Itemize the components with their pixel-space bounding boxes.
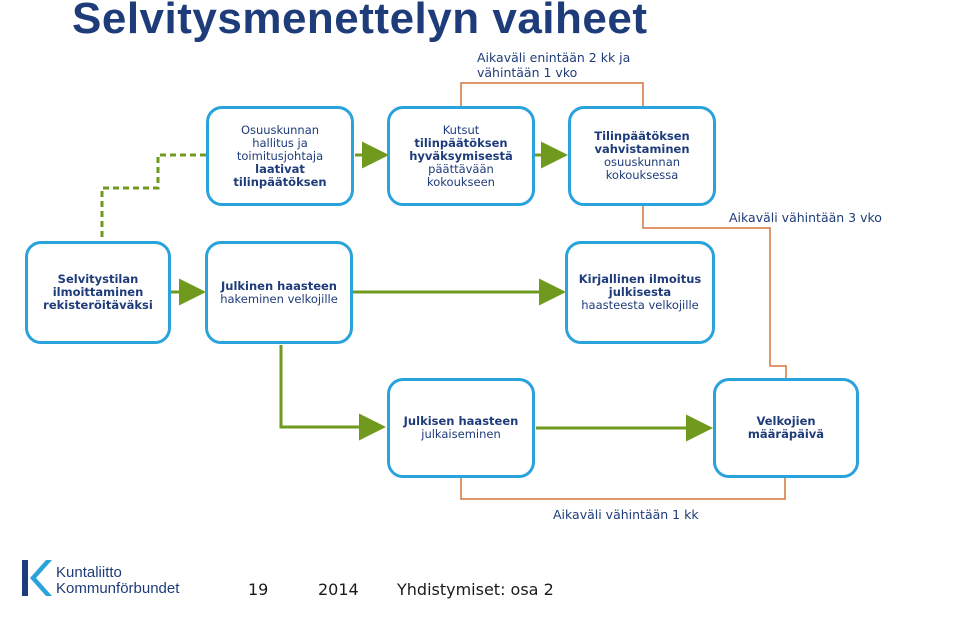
box8-line1: Velkojien xyxy=(756,414,816,428)
note-mid: Aikaväli vähintään 3 vko xyxy=(729,210,882,225)
box1-line5: tilinpäätöksen xyxy=(233,174,327,189)
dashed-connector xyxy=(102,155,206,240)
bracket-top xyxy=(461,83,643,106)
box4-line3: rekisteröitäväksi xyxy=(43,298,153,312)
step-box-5 xyxy=(205,241,353,344)
box7-line1: Julkisen haasteen xyxy=(403,414,519,428)
page-title: Selvitysmenettelyn vaiheet xyxy=(72,0,648,43)
bracket-bottom xyxy=(461,477,785,499)
box8-line2: määräpäivä xyxy=(747,427,825,441)
arrow-b5-b7 xyxy=(281,345,380,427)
box6-line3: haasteesta velkojille xyxy=(581,298,699,312)
note-bottom: Aikaväli vähintään 1 kk xyxy=(553,507,699,522)
note-top-line1: Aikaväli enintään 2 kk ja xyxy=(477,50,631,65)
box6-line1: Kirjallinen ilmoitus xyxy=(578,272,702,286)
footer-page-number: 19 xyxy=(248,580,269,599)
box2-line4: päättävään xyxy=(428,161,494,176)
box7-line2: julkaiseminen xyxy=(421,427,501,441)
box1-line4: laativat xyxy=(255,161,305,176)
step-box-4 xyxy=(25,241,171,344)
note-top xyxy=(477,50,630,80)
box3-line1: Tilinpäätöksen xyxy=(594,129,690,143)
step-box-8 xyxy=(713,378,859,478)
footer-topic: Yhdistymiset: osa 2 xyxy=(397,580,554,599)
box2-line5: kokoukseen xyxy=(427,174,495,189)
step-box-2 xyxy=(387,106,535,206)
step-box-3 xyxy=(568,106,716,206)
box3-line3: osuuskunnan xyxy=(603,155,681,169)
box5-line1: Julkinen haasteen xyxy=(220,278,337,293)
logo-line2: Kommunförbundet xyxy=(56,580,180,597)
box1-line2: hallitus ja xyxy=(252,135,308,150)
box4-line2: ilmoittaminen xyxy=(52,285,144,299)
box6-line2: julkisesta xyxy=(608,285,672,299)
box5-line2: hakeminen velkojille xyxy=(220,291,338,306)
box2-line1: Kutsut xyxy=(442,122,480,137)
box2-line3: hyväksymisestä xyxy=(409,148,513,163)
box1-line1: Osuuskunnan xyxy=(240,122,320,137)
logo-line1: Kuntaliitto xyxy=(56,564,122,581)
kuntaliitto-logo xyxy=(18,556,188,600)
box1-line3: toimitusjohtaja xyxy=(236,148,324,163)
box4-line1: Selvitystilan xyxy=(57,272,139,286)
box3-line2: vahvistaminen xyxy=(594,142,690,156)
box2-line2: tilinpäätöksen xyxy=(414,135,508,150)
footer-year: 2014 xyxy=(318,580,359,599)
box3-line4: kokouksessa xyxy=(605,168,679,182)
step-box-7 xyxy=(387,378,535,478)
note-top-line2: vähintään 1 vko xyxy=(477,65,578,80)
step-box-1 xyxy=(206,106,354,206)
step-box-6 xyxy=(565,241,715,344)
logo-mark-icon xyxy=(18,556,52,600)
